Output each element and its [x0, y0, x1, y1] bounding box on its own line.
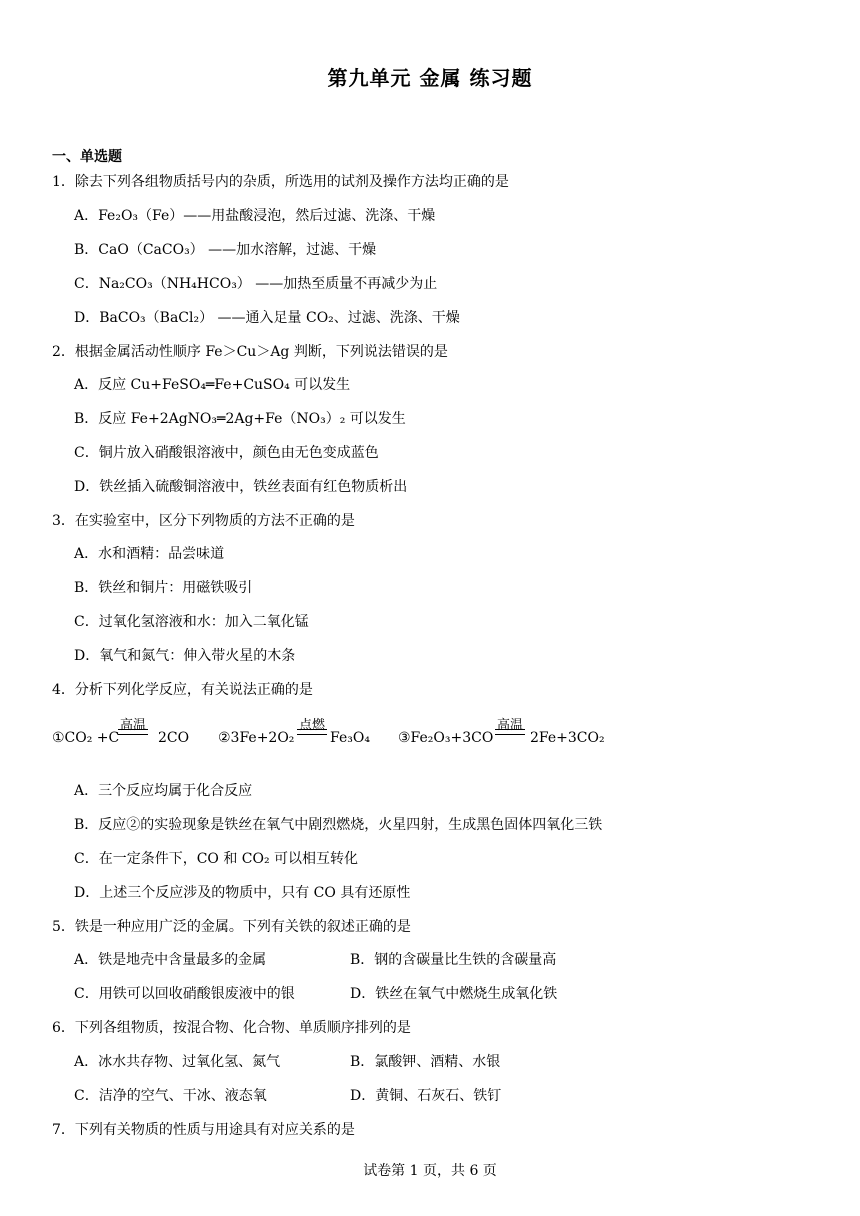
equation-1-right: 2CO	[158, 730, 190, 746]
question-2-option-c: C．铜片放入硝酸银溶液中，颜色由无色变成蓝色	[74, 445, 379, 461]
equation-3-condition: 高温	[496, 718, 523, 733]
question-2-stem: 2．根据金属活动性顺序 Fe＞Cu＞Ag 判断，下列说法错误的是	[52, 344, 448, 360]
question-1-option-a: A．Fe₂O₃（Fe）——用盐酸浸泡，然后过滤、洗涤、干燥	[74, 208, 436, 224]
question-2-option-a: A．反应 Cu+FeSO₄═Fe+CuSO₄ 可以发生	[74, 377, 351, 393]
question-1-stem: 1．除去下列各组物质括号内的杂质，所选用的试剂及操作方法均正确的是	[52, 174, 509, 190]
equation-2-right: Fe₃O₄	[330, 730, 370, 746]
question-6-option-c: C．洁净的空气、干冰、液态氧	[74, 1088, 267, 1104]
equation-1-left: ①CO₂ +C	[52, 730, 120, 746]
question-6-option-b: B．氯酸钾、酒精、水银	[350, 1054, 501, 1070]
section-heading: 一、单选题	[52, 149, 122, 165]
question-6-option-d: D．黄铜、石灰石、铁钉	[350, 1088, 502, 1104]
question-5-option-d: D．铁丝在氧气中燃烧生成氧化铁	[350, 986, 558, 1002]
equation-2-left: ②3Fe+2O₂	[218, 730, 295, 746]
question-1-option-d: D．BaCO₃（BaCl₂） ——通入足量 CO₂、过滤、洗涤、干燥	[74, 310, 460, 326]
equation-2-condition: 点燃	[298, 718, 325, 733]
question-5-option-a: A．铁是地壳中含量最多的金属	[74, 952, 267, 968]
question-5-option-b: B．钢的含碳量比生铁的含碳量高	[350, 952, 557, 968]
question-3-option-d: D．氧气和氮气：伸入带火星的木条	[74, 648, 296, 664]
question-4-option-b: B．反应②的实验现象是铁丝在氧气中剧烈燃烧，火星四射，生成黑色固体四氧化三铁	[74, 817, 603, 833]
question-3-option-c: C．过氧化氢溶液和水：加入二氧化锰	[74, 614, 309, 630]
equation-1-condition: 高温	[119, 718, 146, 733]
question-3-option-b: B．铁丝和铜片：用磁铁吸引	[74, 580, 253, 596]
question-2-option-b: B．反应 Fe+2AgNO₃═2Ag+Fe（NO₃）₂ 可以发生	[74, 411, 406, 427]
question-3-option-a: A．水和酒精：品尝味道	[74, 546, 225, 562]
question-3-stem: 3．在实验室中，区分下列物质的方法不正确的是	[52, 513, 355, 529]
question-6-option-a: A．冰水共存物、过氧化氢、氮气	[74, 1054, 281, 1070]
equation-3-left: ③Fe₂O₃+3CO	[398, 730, 494, 746]
question-4-stem: 4．分析下列化学反应，有关说法正确的是	[52, 682, 313, 698]
reaction-equations	[52, 714, 812, 754]
question-1-option-c: C．Na₂CO₃（NH₄HCO₃） ——加热至质量不再减少为止	[74, 276, 438, 292]
question-7-stem: 7．下列有关物质的性质与用途具有对应关系的是	[52, 1122, 355, 1138]
question-6-stem: 6．下列各组物质，按混合物、化合物、单质顺序排列的是	[52, 1020, 411, 1036]
question-4-option-d: D．上述三个反应涉及的物质中，只有 CO 具有还原性	[74, 885, 411, 901]
question-5-stem: 5．铁是一种应用广泛的金属。下列有关铁的叙述正确的是	[52, 919, 411, 935]
question-1-option-b: B．CaO（CaCO₃） ——加水溶解，过滤、干燥	[74, 242, 377, 258]
page-footer: 试卷第 1 页，共 6 页	[363, 1163, 497, 1179]
equation-3-right: 2Fe+3CO₂	[530, 730, 605, 746]
equation-1-arrow	[116, 730, 150, 746]
equation-2-arrow	[295, 730, 329, 746]
page-title: 第九单元 金属 练习题	[327, 66, 533, 90]
question-4-option-c: C．在一定条件下，CO 和 CO₂ 可以相互转化	[74, 851, 359, 867]
equation-3-arrow	[493, 730, 527, 746]
question-5-option-c: C．用铁可以回收硝酸银废液中的银	[74, 986, 295, 1002]
question-4-option-a: A．三个反应均属于化合反应	[74, 783, 253, 799]
question-2-option-d: D．铁丝插入硫酸铜溶液中，铁丝表面有红色物质析出	[74, 479, 408, 495]
